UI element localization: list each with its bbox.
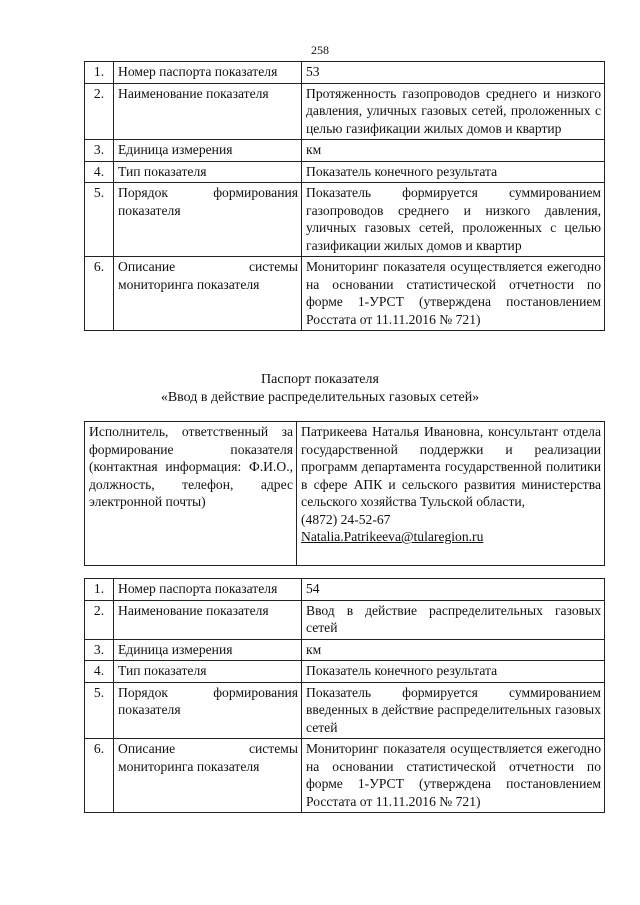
row-label: Единица измерения <box>114 639 302 661</box>
table-row <box>85 739 605 813</box>
row-value: 53 <box>302 62 605 84</box>
row-label: Порядок формирования показателя <box>114 682 302 739</box>
executor-label: Исполнитель, ответственный за формирование показателя (контактная информация: Ф.И.О., должность, телефон, адрес электронной почты) <box>85 422 297 566</box>
row-number: 3. <box>85 140 114 162</box>
row-value: км <box>302 639 605 661</box>
indicator-table-53 <box>84 61 605 331</box>
table-row <box>85 661 605 683</box>
table-body <box>85 579 605 813</box>
row-number: 3. <box>85 639 114 661</box>
table-row <box>85 639 605 661</box>
row-label: Описание системы мониторинга показателя <box>114 739 302 813</box>
row-value: Показатель конечного результата <box>302 161 605 183</box>
row-number: 4. <box>85 161 114 183</box>
table-row <box>85 579 605 601</box>
indicator-table-54 <box>84 578 605 813</box>
row-value: Протяженность газопроводов среднего и низкого давления, уличных газовых сетей, проложенных с целью газификации жилых домов и квартир <box>302 83 605 140</box>
row-number: 1. <box>85 579 114 601</box>
executor-email-link[interactable]: Natalia.Patrikeeva@tularegion.ru <box>301 529 484 544</box>
table-row <box>85 140 605 162</box>
passport-subtitle: «Ввод в действие распределительных газовых сетей» <box>160 390 480 405</box>
table-body <box>85 422 605 566</box>
executor-phone: (4872) 24-52-67 <box>301 511 391 527</box>
table-row <box>85 257 605 331</box>
table-row <box>85 422 605 566</box>
table-row <box>85 600 605 639</box>
row-number: 5. <box>85 183 114 257</box>
row-number: 4. <box>85 661 114 683</box>
executor-text: Патрикеева Наталья Ивановна, консультант отдела государственной поддержки и реализации программ департамента государственной политики в сфере АПК и сельского развития министерства сельского хозяйства Тульской области, <box>301 424 601 509</box>
row-number: 2. <box>85 600 114 639</box>
passport-title: Паспорт показателя <box>261 372 379 387</box>
row-number: 1. <box>85 62 114 84</box>
empty-line <box>301 546 601 564</box>
row-label: Порядок формирования показателя <box>114 183 302 257</box>
row-number: 6. <box>85 739 114 813</box>
executor-contact <box>297 422 605 566</box>
row-label: Номер паспорта показателя <box>114 579 302 601</box>
table-row <box>85 62 605 84</box>
page-number: 258 <box>311 43 329 57</box>
row-value: Показатель формируется суммированием газопроводов среднего и низкого давления, уличных газовых сетей, проложенных с целью газификации жилых домов и квартир <box>302 183 605 257</box>
row-number: 5. <box>85 682 114 739</box>
table-row <box>85 183 605 257</box>
row-label: Тип показателя <box>114 161 302 183</box>
row-value: км <box>302 140 605 162</box>
table-row <box>85 83 605 140</box>
executor-table <box>84 421 605 566</box>
table-body <box>85 62 605 331</box>
table-row <box>85 161 605 183</box>
row-number: 2. <box>85 83 114 140</box>
row-label: Наименование показателя <box>114 83 302 140</box>
row-label: Номер паспорта показателя <box>114 62 302 84</box>
passport-title-block <box>0 371 640 407</box>
row-value: Мониторинг показателя осуществляется ежегодно на основании статистической отчетности по форме 1-УРСТ (утверждена постановлением Росстата от 11.11.2016 № 721) <box>302 257 605 331</box>
table-row <box>85 682 605 739</box>
row-value: Ввод в действие распределительных газовых сетей <box>302 600 605 639</box>
row-label: Описание системы мониторинга показателя <box>114 257 302 331</box>
row-value: 54 <box>302 579 605 601</box>
row-label: Тип показателя <box>114 661 302 683</box>
row-label: Единица измерения <box>114 140 302 162</box>
row-value: Показатель конечного результата <box>302 661 605 683</box>
row-number: 6. <box>85 257 114 331</box>
row-value: Мониторинг показателя осуществляется ежегодно на основании статистической отчетности по форме 1-УРСТ (утверждена постановлением Росстата от 11.11.2016 № 721) <box>302 739 605 813</box>
row-value: Показатель формируется суммированием введенных в действие распределительных газовых сетей <box>302 682 605 739</box>
row-label: Наименование показателя <box>114 600 302 639</box>
